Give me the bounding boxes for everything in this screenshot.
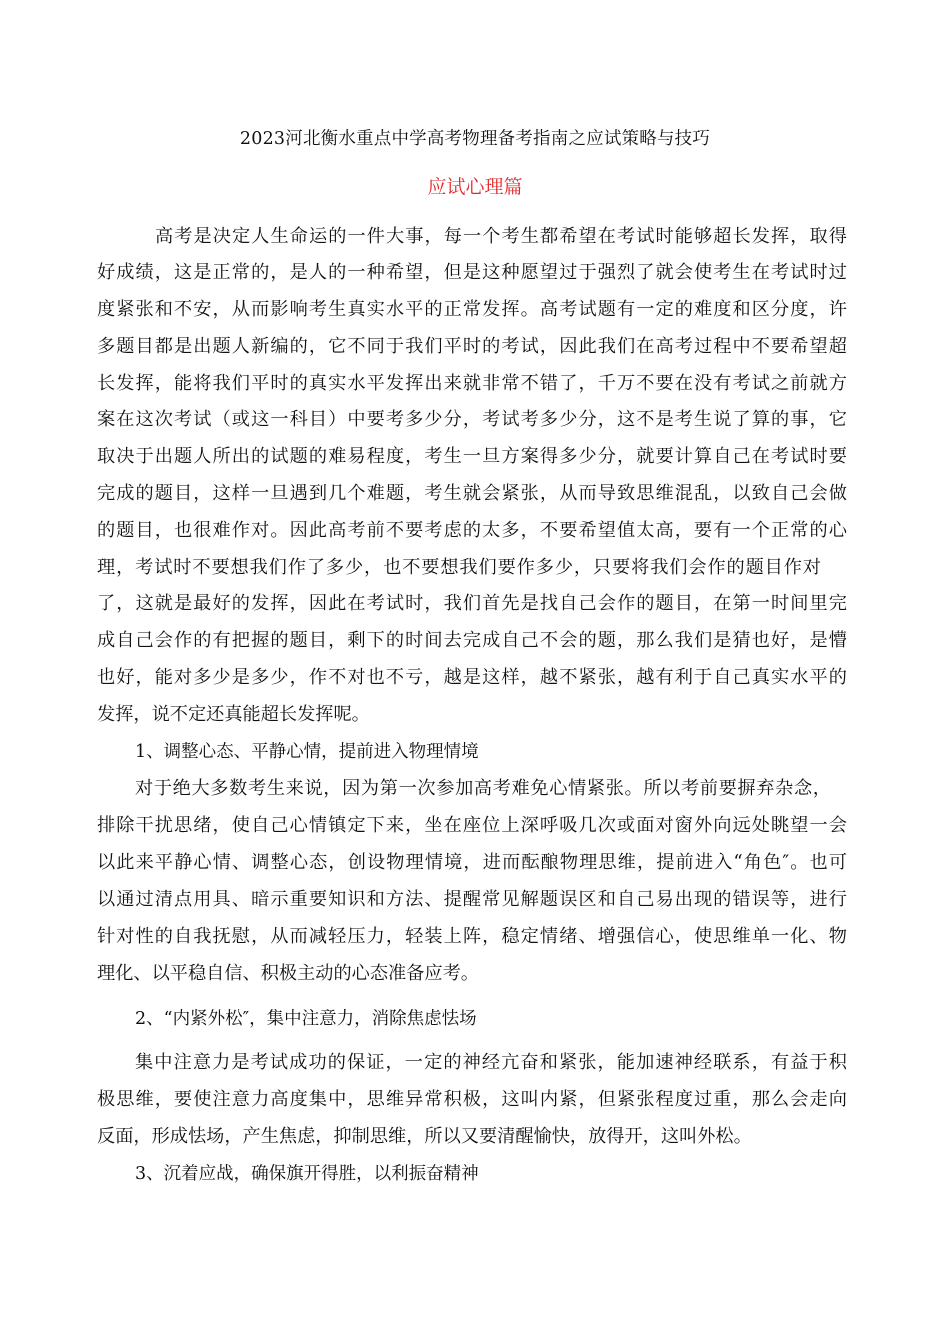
section-heading-2: 2、“内紧外松″，集中注意力，消除焦虑怯场 — [135, 1009, 477, 1029]
document-subtitle: 应试心理篇 — [427, 176, 523, 198]
paragraph-line: 完成的题目，这样一旦遇到几个难题，考生就会紧张，从而导致思维混乱，以致自己会做 — [97, 483, 847, 504]
paragraph-line: 理，考试时不要想我们作了多少，也不要想我们要作多少，只要将我们会作的题目作对 — [97, 557, 821, 578]
paragraph-line: 度紧张和不安，从而影响考生真实水平的正常发挥。高考试题有一定的难度和区分度，许 — [97, 299, 847, 320]
paragraph-line: 长发挥，能将我们平时的真实水平发挥出来就非常不错了，千万不要在没有考试之前就方 — [97, 373, 847, 394]
paragraph-line: 以此来平静心情、调整心态，创设物理情境，进而酝酿物理思维，提前进入“角色″。也可 — [97, 852, 847, 873]
paragraph-line: 好成绩，这是正常的，是人的一种希望，但是这种愿望过于强烈了就会使考生在考试时过 — [97, 262, 847, 283]
paragraph-line: 发挥，说不定还真能超长发挥呢。 — [97, 704, 370, 725]
section-heading-3: 3、沉着应战，确保旗开得胜，以利振奋精神 — [135, 1164, 479, 1184]
paragraph-line: 反面，形成怯场，产生焦虑，抑制思维，所以又要清醒愉快，放得开，这叫外松。 — [97, 1126, 752, 1147]
paragraph-line: 也好，能对多少是多少，作不对也不亏，越是这样，越不紧张，越有利于自己真实水平的 — [97, 667, 847, 688]
paragraph-line: 取决于出题人所出的试题的难易程度，考生一旦方案得多少分，就要计算自己在考试时要 — [97, 446, 847, 467]
paragraph-line: 针对性的自我抚慰，从而减轻压力，轻装上阵，稳定情绪、增强信心，使思维单一化、物 — [97, 926, 847, 947]
paragraph-line: 案在这次考试（或这一科目）中要考多少分，考试考多少分，这不是考生说了算的事，它 — [97, 409, 847, 430]
document-title: 2023河北衡水重点中学高考物理备考指南之应试策略与技巧 — [239, 129, 711, 149]
paragraph-line: 极思维，要使注意力高度集中，思维异常积极，这叫内紧，但紧张程度过重，那么会走向 — [97, 1089, 847, 1110]
paragraph-line: 的题目，也很难作对。因此高考前不要考虑的太多，不要希望值太高，要有一个正常的心 — [97, 520, 847, 541]
paragraph-line: 排除干扰思绪，使自己心情镇定下来，坐在座位上深呼吸几次或面对窗外向远处眺望一会 — [97, 815, 847, 836]
paragraph-line: 高考是决定人生命运的一件大事，每一个考生都希望在考试时能够超长发挥，取得 — [155, 226, 847, 247]
paragraph-line: 成自己会作的有把握的题目，剩下的时间去完成自己不会的题，那么我们是猜也好，是懵 — [97, 630, 847, 651]
paragraph-line: 以通过清点用具、暗示重要知识和方法、提醒常见解题误区和自己易出现的错误等，进行 — [97, 889, 847, 910]
section-heading-1: 1、调整心态、平静心情，提前进入物理情境 — [135, 742, 479, 762]
paragraph-line: 集中注意力是考试成功的保证，一定的神经亢奋和紧张，能加速神经联系，有益于积 — [135, 1052, 847, 1073]
paragraph-line: 理化、以平稳自信、积极主动的心态准备应考。 — [97, 963, 479, 984]
paragraph-line: 了，这就是最好的发挥，因此在考试时，我们首先是找自己会作的题目，在第一时间里完 — [97, 593, 847, 614]
paragraph-line: 多题目都是出题人新编的，它不同于我们平时的考试，因此我们在高考过程中不要希望超 — [97, 336, 847, 357]
paragraph-line: 对于绝大多数考生来说，因为第一次参加高考难免心情紧张。所以考前要摒弃杂念， — [135, 778, 831, 799]
